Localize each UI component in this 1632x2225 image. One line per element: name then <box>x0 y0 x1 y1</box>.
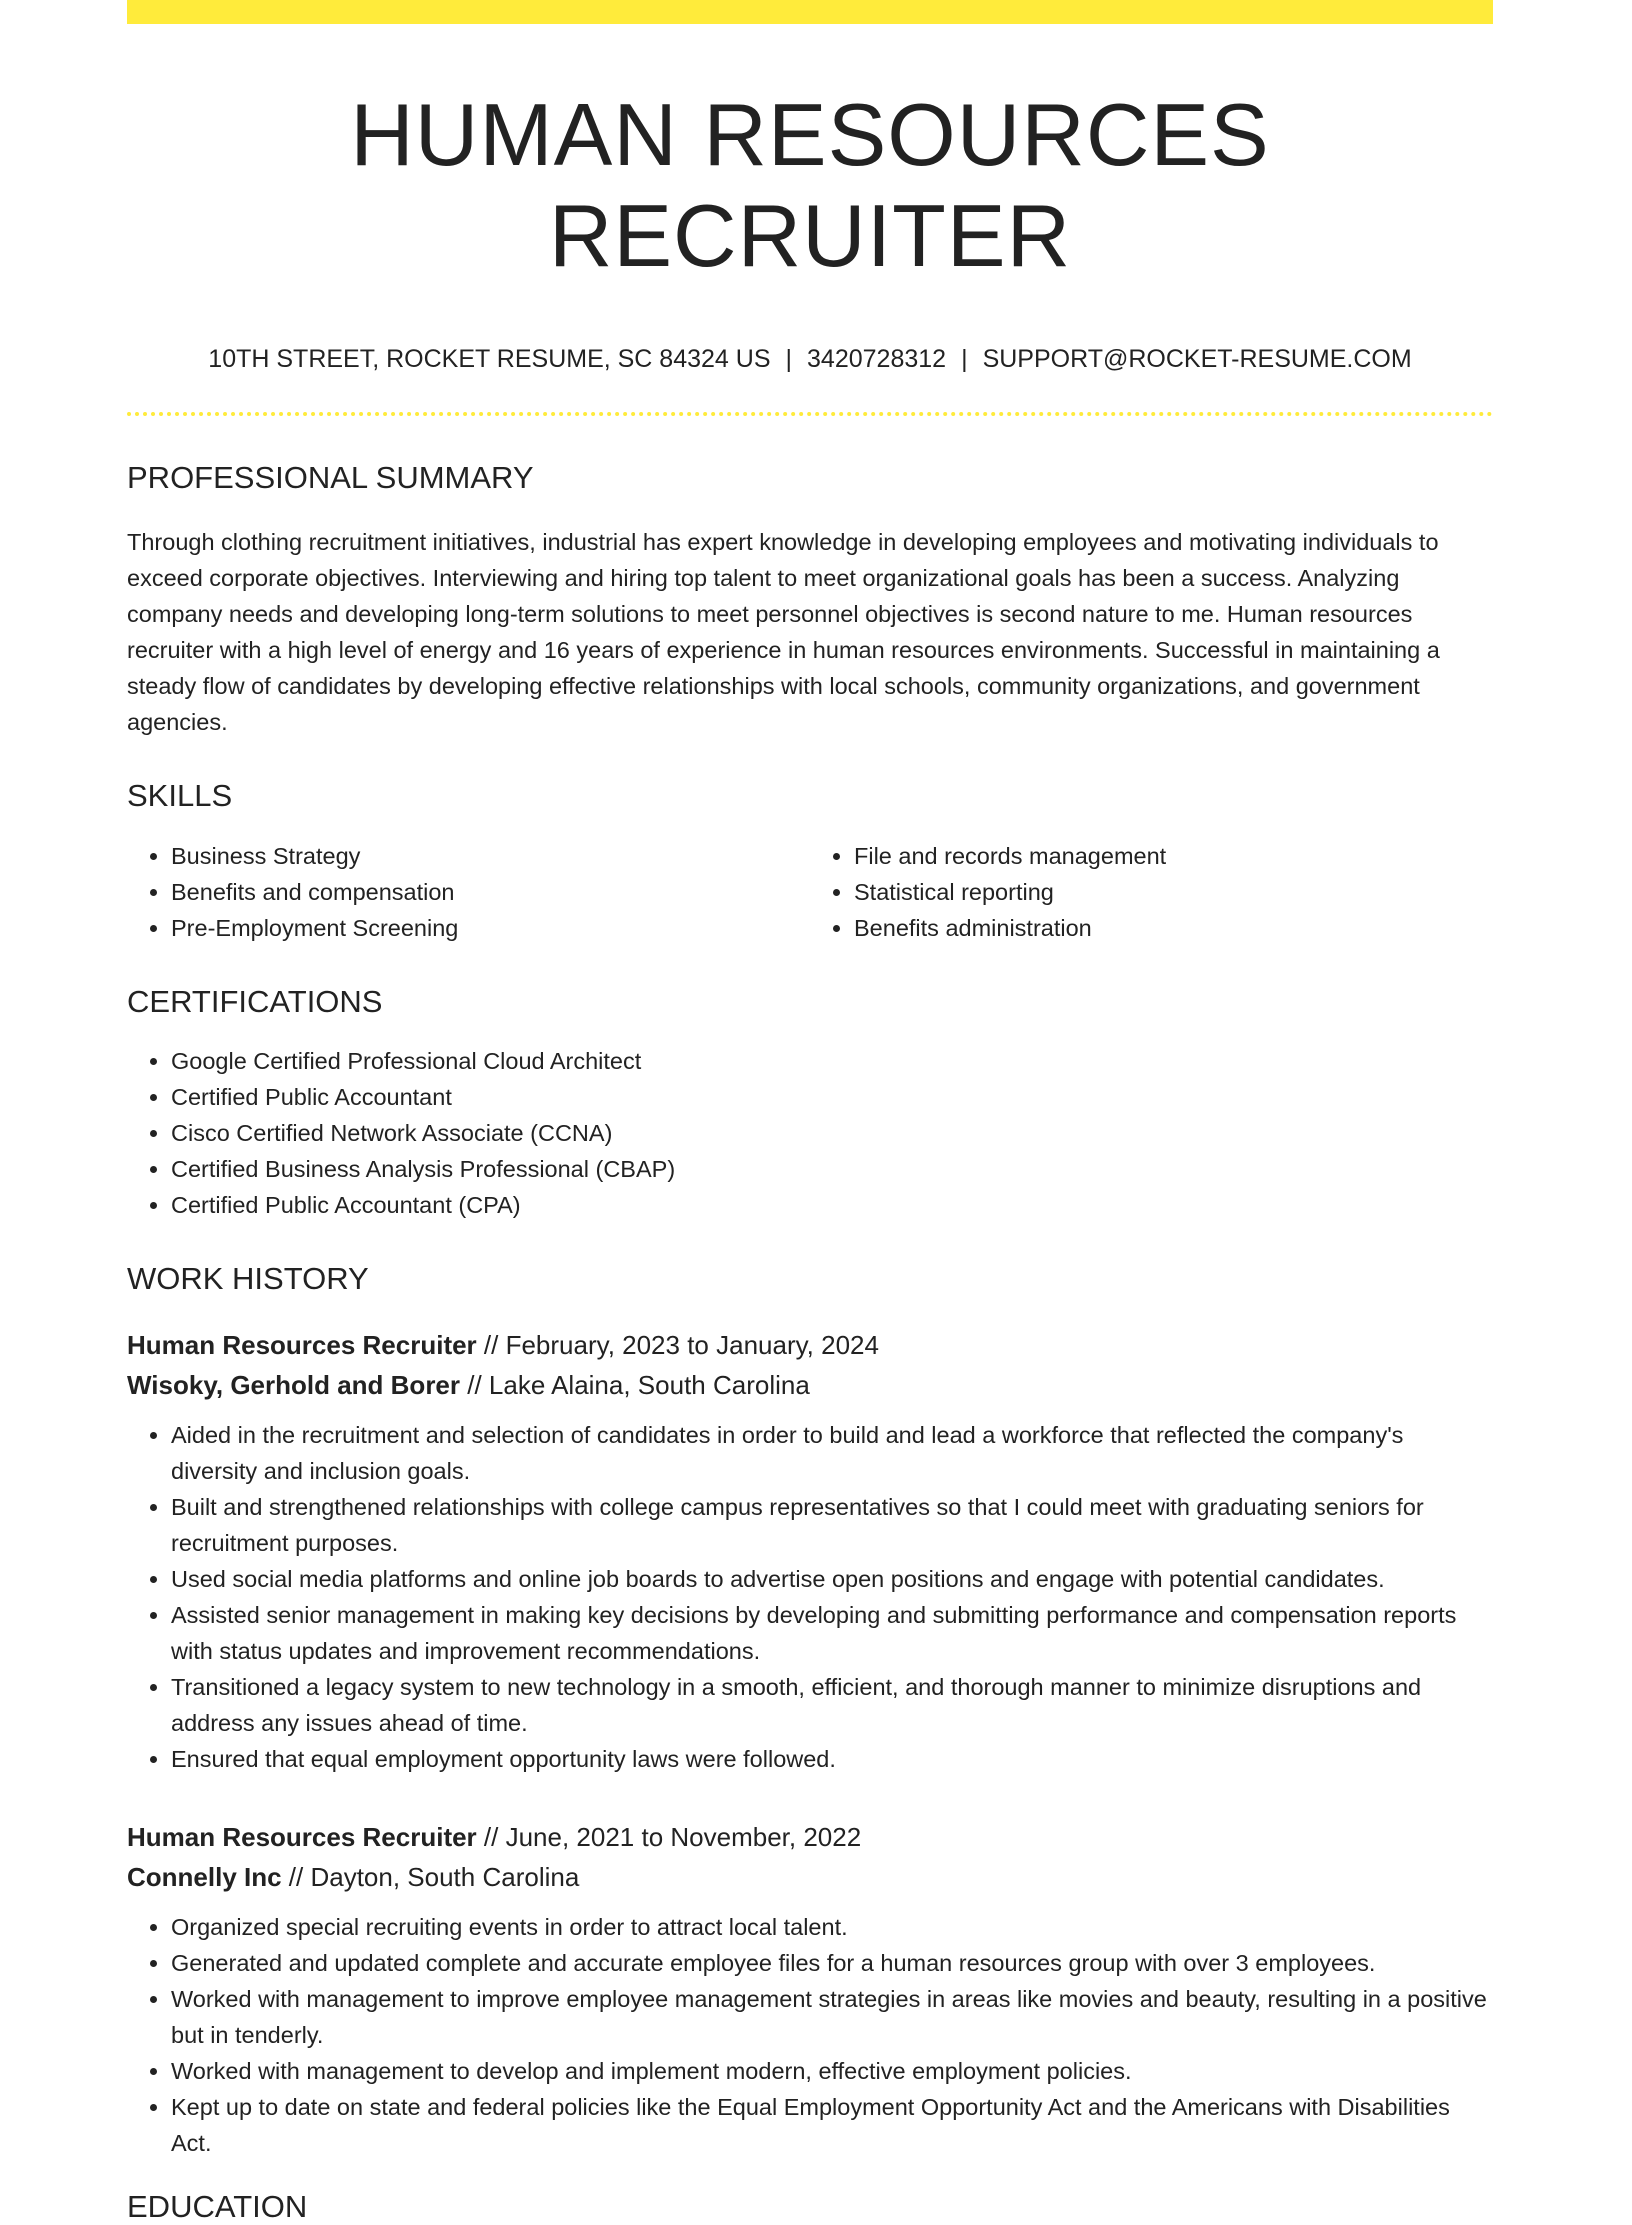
job-bullets <box>127 1417 1493 1777</box>
work-history-heading: WORK HISTORY <box>127 1261 369 1297</box>
list-item: • Statistical reporting <box>854 874 1493 910</box>
list-item: • Certified Business Analysis Professional (CBAP) <box>171 1151 1493 1187</box>
job-location: // Lake Alaina, South Carolina <box>460 1369 810 1400</box>
list-item: • Certified Public Accountant <box>171 1079 1493 1115</box>
list-item: • Kept up to date on state and federal policies like the Equal Employment Opportunity Act and the Americans with Disabilities Act. <box>171 2089 1493 2161</box>
job-company: Connelly Inc <box>127 1861 282 1892</box>
list-item: • Benefits and compensation <box>171 874 810 910</box>
job-title-line <box>127 1817 1493 1857</box>
skills-list-right <box>810 838 1493 946</box>
list-item: • File and records management <box>854 838 1493 874</box>
education-section <box>127 2189 1493 2225</box>
skills-heading: SKILLS <box>127 778 233 814</box>
list-item: • Organized special recruiting events in order to attract local talent. <box>171 1909 1493 1945</box>
job-entry <box>127 1817 1493 2161</box>
job-title-line <box>127 1325 1493 1365</box>
job-company: Wisoky, Gerhold and Borer <box>127 1369 461 1400</box>
job-role: Human Resources Recruiter <box>127 1329 477 1360</box>
skills-list-left <box>127 838 810 946</box>
list-item: • Worked with management to develop and implement modern, effective employment policies. <box>171 2053 1493 2089</box>
list-item: • Aided in the recruitment and selection of candidates in order to build and lead a workforce that reflected the company's diversity and inclusion goals. <box>171 1417 1493 1489</box>
certifications-heading: CERTIFICATIONS <box>127 983 383 1019</box>
contact-phone: 3420728312 <box>807 345 947 374</box>
contact-separator: | <box>785 345 793 374</box>
list-item: • Benefits administration <box>854 910 1493 946</box>
job-location: // Dayton, South Carolina <box>281 1861 580 1892</box>
list-item: • Ensured that equal employment opportunity laws were followed. <box>171 1741 1493 1777</box>
list-item: • Transitioned a legacy system to new technology in a smooth, efficient, and thorough manner to minimize disruptions and address any issues ahead of time. <box>171 1669 1493 1741</box>
job-dates: // February, 2023 to January, 2024 <box>476 1329 879 1360</box>
job-dates: // June, 2021 to November, 2022 <box>476 1821 862 1852</box>
resume-title: HUMAN RESOURCES RECRUITER <box>350 85 1270 286</box>
summary-heading: PROFESSIONAL SUMMARY <box>127 460 534 496</box>
list-item: • Cisco Certified Network Associate (CCNA) <box>171 1115 1493 1151</box>
list-item: • Business Strategy <box>171 838 810 874</box>
list-item: • Assisted senior management in making key decisions by developing and submitting performance and compensation reports with status updates and improvement recommendations. <box>171 1597 1493 1669</box>
dotted-divider <box>127 412 1493 416</box>
contact-address: 10TH STREET, ROCKET RESUME, SC 84324 US <box>208 345 771 374</box>
certifications-section <box>127 984 1493 1224</box>
skills-columns <box>127 838 1493 946</box>
job-company-line <box>127 1857 1493 1897</box>
certifications-list <box>127 1043 1493 1223</box>
contact-line <box>127 344 1493 374</box>
job-entry <box>127 1325 1493 1777</box>
list-item: • Generated and updated complete and accurate employee files for a human resources group with over 3 employees. <box>171 1945 1493 1981</box>
job-role: Human Resources Recruiter <box>127 1821 477 1852</box>
job-bullets <box>127 1909 1493 2161</box>
accent-top-bar <box>127 0 1493 24</box>
summary-text: Through clothing recruitment initiatives, industrial has expert knowledge in developing employees and motivating individuals to exceed corporate objectives. Interviewing and hiring top talent to meet organizational goals has been a success. Analyzing company needs and developing long-term solutions to meet personnel objectives is second nature to me. Human resources recruiter with a high level of energy and 16 years of experience in human resources environments. Successful in maintaining a steady flow of candidates by developing effective relationships with local schools, community organizations, and government agencies. <box>127 529 1440 736</box>
work-history-section <box>127 1261 1493 2161</box>
list-item: • Worked with management to improve employee management strategies in areas like movies and beauty, resulting in a positive but in tenderly. <box>171 1981 1493 2053</box>
summary-section <box>127 460 1493 740</box>
list-item: • Google Certified Professional Cloud Architect <box>171 1043 1493 1079</box>
list-item: • Pre-Employment Screening <box>171 910 810 946</box>
contact-email: SUPPORT@ROCKET-RESUME.COM <box>982 345 1412 374</box>
contact-separator: | <box>961 345 968 374</box>
list-item: • Certified Public Accountant (CPA) <box>171 1187 1493 1223</box>
skills-section <box>127 778 1493 946</box>
list-item: • Built and strengthened relationships with college campus representatives so that I could meet with graduating seniors for recruitment purposes. <box>171 1489 1493 1561</box>
resume-page <box>127 0 1493 2225</box>
job-company-line <box>127 1365 1493 1405</box>
list-item: • Used social media platforms and online job boards to advertise open positions and engage with potential candidates. <box>171 1561 1493 1597</box>
education-heading: EDUCATION <box>127 2188 308 2224</box>
